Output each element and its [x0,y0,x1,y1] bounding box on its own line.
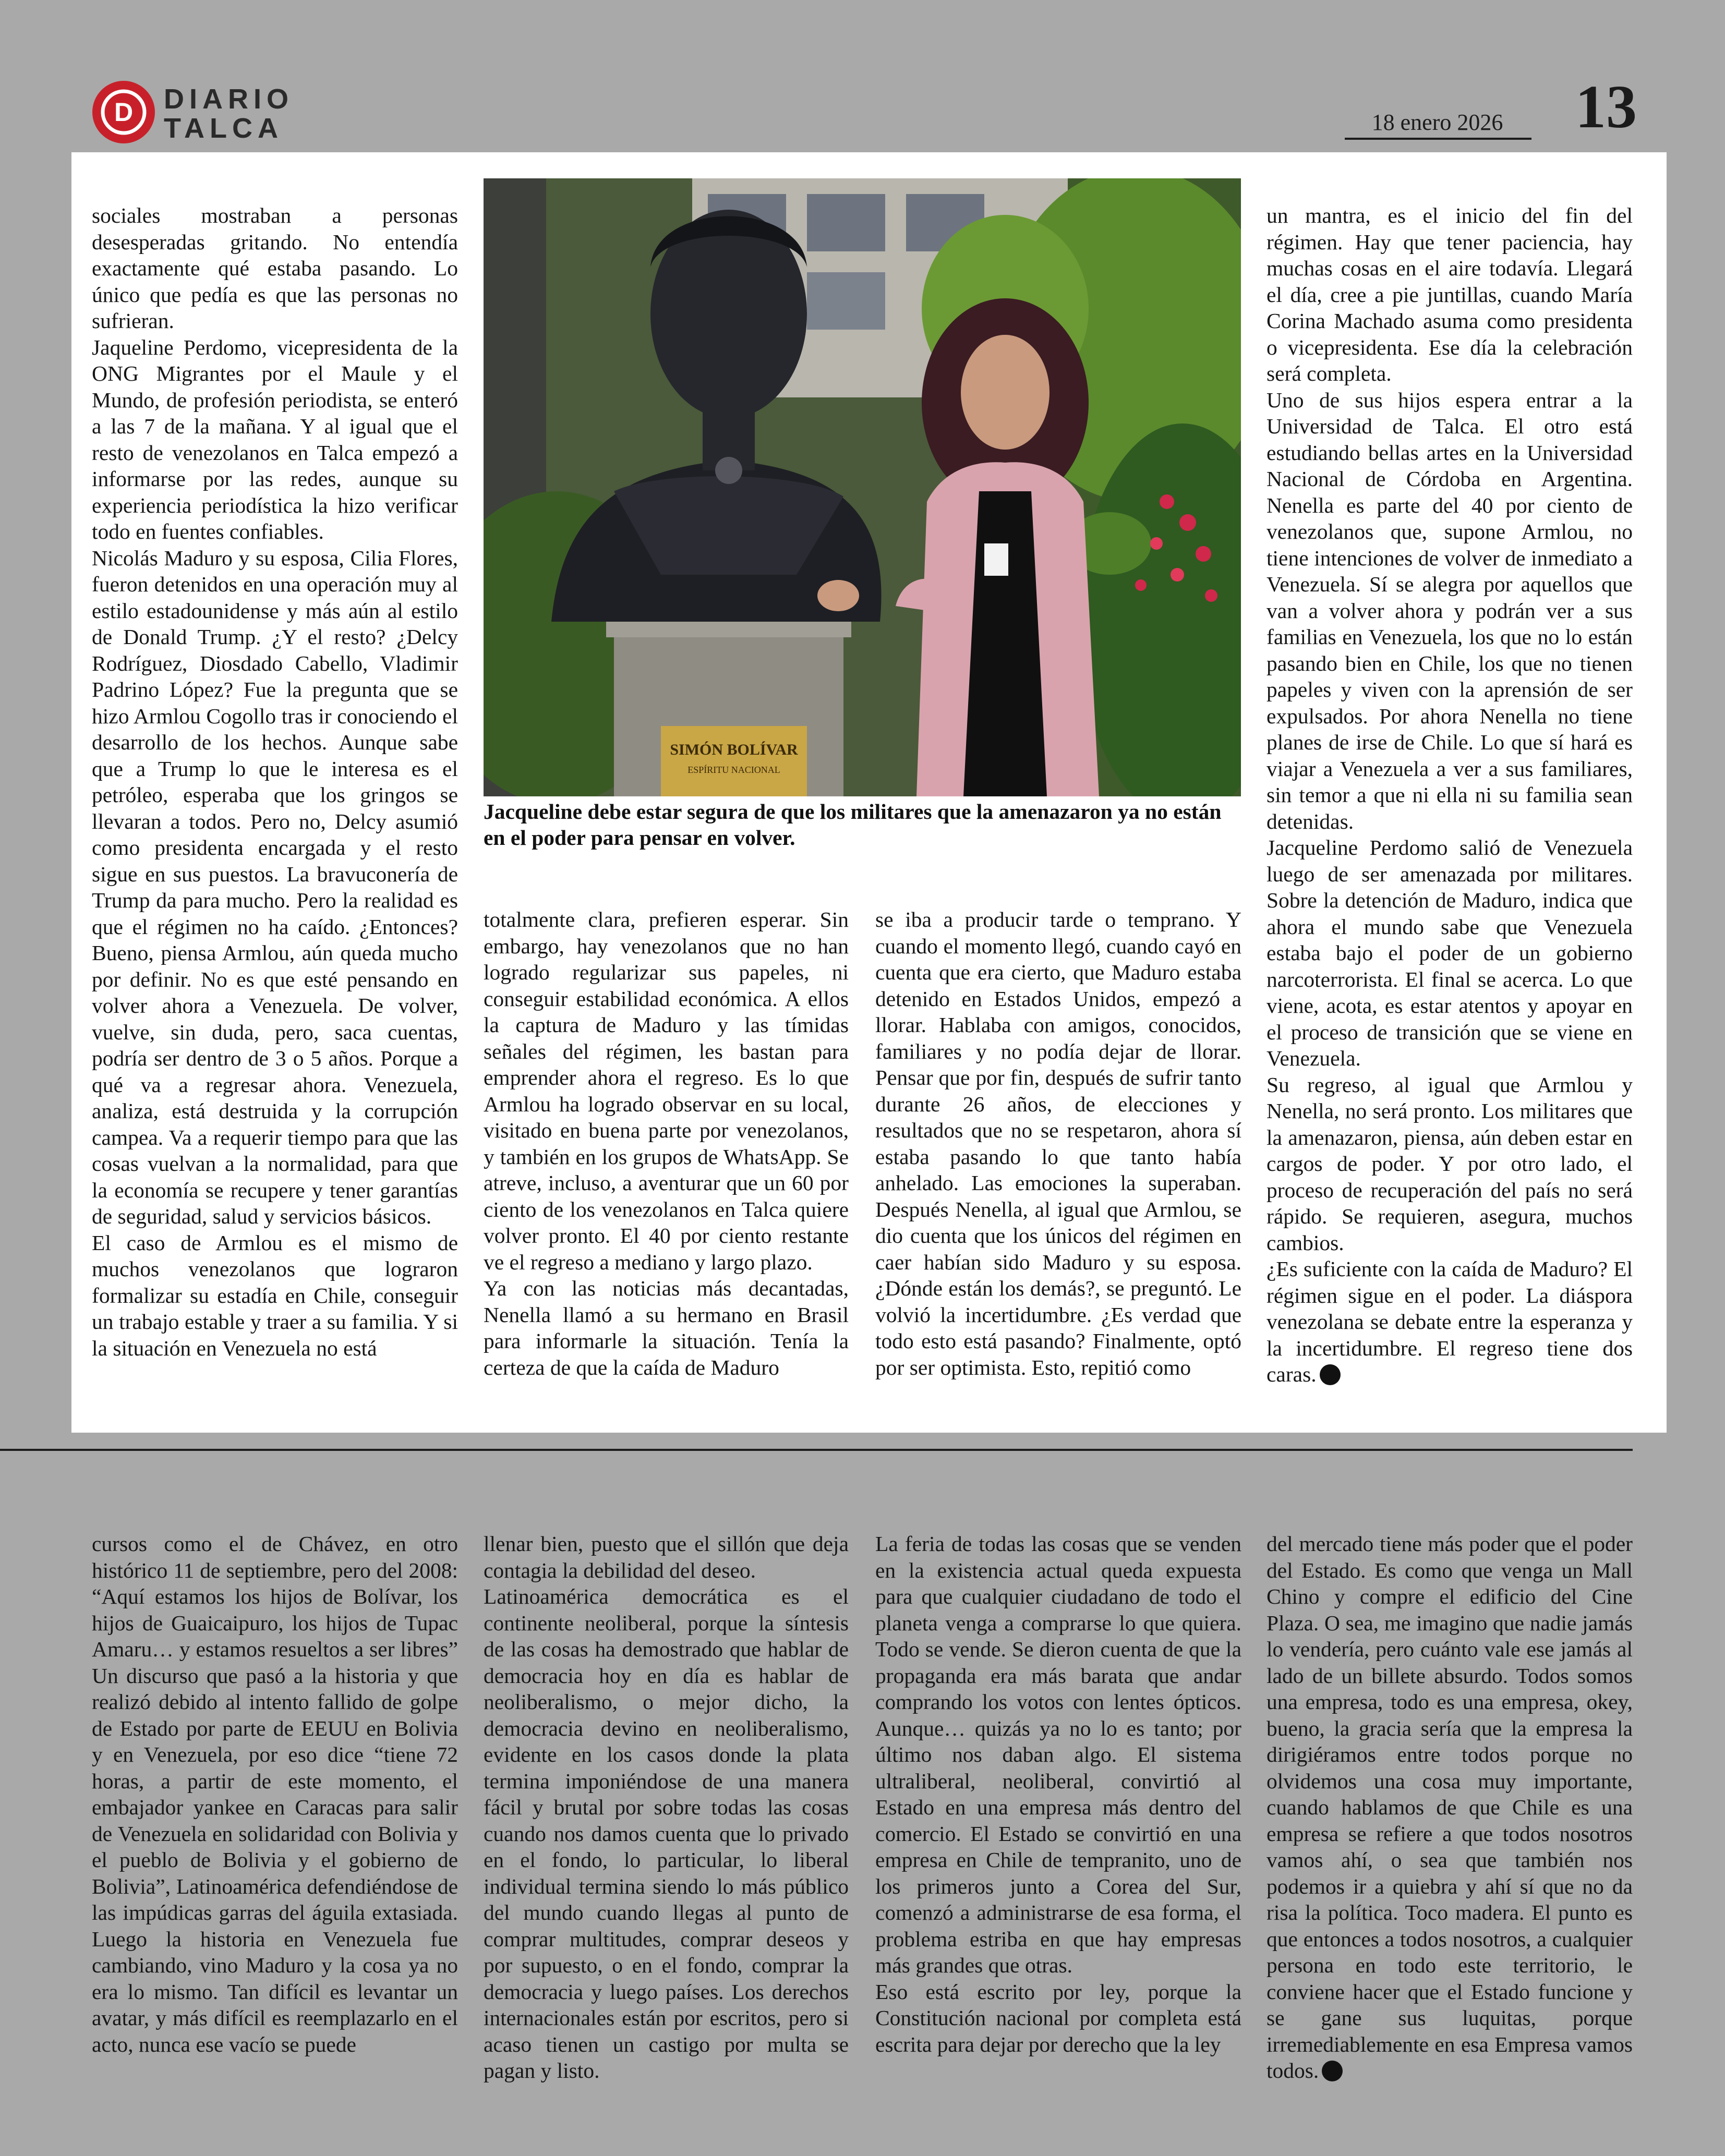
logo-letter: D [114,98,134,127]
pedestal-plaque-subtitle: ESPÍRITU NACIONAL [687,765,780,775]
paragraph: sociales mostraban a personas desesperadas gritando. No entendía exactamente qué estaba pasando. Lo único que pedía es que las personas no sufrieran. [92,203,458,333]
top-article-column-3 [875,906,1241,1412]
end-of-article-bullet-icon [1322,2061,1343,2081]
paragraph: Su regreso, al igual que Armlou y Nenella, no será pronto. Los militares que la amenazaron, piensa, aún deben estar en cargos de poder. Y por otro lado, el proceso de recuperación del país no será rápido. Se requieren, asegura, muchos cambios. [1266,1072,1633,1255]
article-photo [484,178,1241,796]
date-underline [1345,138,1531,140]
paragraph: Eso está escrito por ley, porque la Constitución nacional por completa está escrita para dejar por derecho que la ley [875,1979,1241,2056]
paragraph: Jacqueline Perdomo salió de Venezuela luego de ser amenazada por militares. Sobre la detención de Maduro, indica que ahora el mundo sabe que Venezuela estaba bajo el poder de un gobierno narcoterrorista. El final se acerca. Lo que viene, acota, es estar atentos y apoyar en el proceso de transición que se viene en Venezuela. [1266,835,1633,1070]
paragraph: cursos como el de Chávez, en otro histórico 11 de septiembre, pero del 2008: “Aquí estamos los hijos de Bolívar, los hijos de Guaicaipuro, los hijos de Tupac Amaru… y estamos resueltos a ser libres” Un discurso que pasó a la historia y que realizó debido al intento fallido de golpe de Estado por parte de EEUU en Bolivia y en Venezuela, por eso dice “tiene 72 horas, a partir de este momento, el embajador yankee en Caracas para salir de Venezuela en solidaridad con Bolivia y el pueblo de Bolivia y el gobierno de Bolivia”, Latinoamérica defendiéndose de las impúdicas garras del águila extasiada. Luego la historia en Venezuela fue cambiando, vino Maduro y la cosa ya no era lo mismo. Tan difícil es levantar un avatar, y más difícil es reemplazarlo en el acto, nunca ese vacío se puede [92,1532,458,2056]
bottom-article-column-1 [92,1531,458,2115]
pedestal-plaque-title: SIMÓN BOLÍVAR [670,741,798,758]
bottom-article-column-4 [1266,1531,1633,2115]
paragraph: llenar bien, puesto que el sillón que deja contagia la debilidad del deseo. [484,1532,849,1582]
paragraph: Nicolás Maduro y su esposa, Cilia Flores, fueron detenidos en una operación muy al estilo estadounidense y más aún al estilo de Donald Trump. ¿Y el resto? ¿Delcy Rodríguez, Diosdado Cabello, Vladimir Padrino López? Fue la pregunta que se hizo Armlou Cogollo tras ir conociendo el desarrollo de los hechos. Aunque sabe que a Trump lo que le interesa es el petróleo, esperaba que los gringos se llevaran a todos. Pero no, Delcy asumió como presidenta encargada y el resto sigue en sus puestos. La bravuconería de Trump da para mucho. Pero la realidad es que el régimen no ha caído. ¿Entonces? Bueno, piensa Armlou, aún queda mucho por definir. No es que esté pensando en volver ahora a Venezuela. De volver, vuelve, sin duda, pero, saca cuentas, podría ser dentro de 3 o 5 años. Porque a qué va a regresar ahora. Venezuela, analiza, está destruida y la corrupción campea. Va a requerir tiempo para que las cosas vuelvan a la normalidad, para que la economía se recupere y tener garantías de seguridad, salud y servicios básicos. [92,546,458,1228]
issue-date: 18 enero 2026 [1371,110,1503,135]
bust-and-woman-photo [484,178,1241,796]
paragraph: totalmente clara, prefieren esperar. Sin embargo, hay venezolanos que no han logrado regularizar sus papeles, ni conseguir estabilidad económica. A ellos la captura de Maduro y las tímidas señales del régimen, les bastan para emprender ahora el regreso. Es lo que Armlou ha logrado observar en su local, visitado en buena parte por venezolanos, y también en los grupos de WhatsApp. Se atreve, incluso, a aventurar que un 60 por ciento de los venezolanos en Talca quiere volver pronto. El 40 por ciento restante ve el regreso a mediano y largo plazo. [484,907,849,1274]
top-article-column-4 [1266,202,1633,1412]
paragraph-last [1266,1531,1633,2084]
newspaper-logo [92,78,384,146]
paragraph: ¿Es suficiente con la caída de Maduro? El régimen sigue en el poder. La diáspora venezolana se debate entre la esperanza y la incertidumbre. El regreso tiene dos caras. [1266,1257,1633,1386]
paragraph: un mantra, es el inicio del fin del régimen. Hay que tener paciencia, hay muchas cosas en el aire todavía. Llegará el día, cree a pie juntillas, cuando María Corina Machado asuma como presidenta o vicepresidenta. Ese día la celebración será completa. [1266,203,1633,385]
bottom-article-column-3 [875,1531,1241,2115]
end-of-article-bullet-icon [1320,1364,1341,1385]
paragraph: se iba a producir tarde o temprano. Y cuando el momento llegó, cuando cayó en cuenta que era cierto, que Maduro estaba detenido en Estados Unidos, empezó a llorar. Hablaba con amigos, conocidos, familiares y no podía dejar de llorar. Pensar que por fin, después de sufrir tanto durante 26 años, de elecciones y resultados que no se respetaron, ahora sí estaba pasando lo que tanto había anhelado. Las emociones la superaban. Después Nenella, al igual que Armlou, se dio cuenta que los únicos del régimen en caer habían sido Maduro y su esposa. ¿Dónde están los demás?, se preguntó. Le volvió la incertidumbre. ¿Es verdad que todo esto está pasando? Finalmente, optó por ser optimista. Esto, repitió como [875,907,1241,1379]
bottom-article-column-2 [484,1531,849,2115]
paragraph: Jaqueline Perdomo, vicepresidenta de la ONG Migrantes por el Maule y el Mundo, de profesión periodista, se enteró a las 7 de la mañana. Y al igual que el resto de venezolanos en Talca empezó a informarse por las redes, aunque su experiencia periodística la hizo verificar todo en fuentes confiables. [92,335,458,543]
paragraph: del mercado tiene más poder que el poder del Estado. Es como que venga un Mall Chino y compre el edificio del Cine Plaza. O sea, me imagino que nadie jamás lo vendería, pero cuánto vale ese jamás al lado de un billete absurdo. Todos somos una empresa, todo es una empresa, okey, bueno, la gracia sería que la empresa la dirigiéramos entre todos porque no olvidemos una cosa muy importante, cuando hablamos de que Chile es una empresa se refiere a que todos nosotros vamos ahí, o sea que también nos podemos ir a quiebra y ahí sí que no da risa la política. Toco madera. El punto es que entonces a todos nosotros, a cualquier persona en todo este territorio, le conviene hacer que el Estado funcione y se gane sus luquitas, porque irremediablemente en esa Empresa vamos todos. [1266,1532,1633,2082]
paragraph: Ya con las noticias más decantadas, Nenella llamó a su hermano en Brasil para informarle la situación. Tenía la certeza de que la caída de Maduro [484,1276,849,1379]
photo-caption: Jacqueline debe estar segura de que los militares que la amenazaron ya no están en el poder para pensar en volver. [484,800,1222,850]
page-number: 13 [1575,72,1637,141]
paragraph: La feria de todas las cosas que se venden en la existencia actual queda expuesta para que cualquier ciudadano de todo el planeta venga a comprarse lo que quiera. Todo se vende. Se dieron cuenta de que la propaganda era más barata que andar comprando los votos con lentes ópticos. Aunque… quizás ya no lo es tanto; por último nos daban algo. El sistema ultraliberal, neoliberal, convirtió al Estado en una empresa más dentro del comercio. El Estado se convirtió en una empresa en Chile de tempranito, uno de los primeros junto a Corea del Sur, comenzó a administrarse de esa forma, el problema estriba en que hay empresas más grandes que otras. [875,1532,1241,1977]
paragraph-last [1266,1256,1633,1388]
paragraph: El caso de Armlou es el mismo de muchos venezolanos que lograron formalizar su estadía en Chile, conseguir un trabajo estable y traer a su familia. Y si la situación en Venezuela no está [92,1230,458,1360]
logo-brand-line1: DIARIO [164,83,294,115]
paragraph: Latinoamérica democrática es el continente neoliberal, porque la síntesis de las cosas ha demostrado que hablar de democracia hoy en día es hablar de neoliberalismo, o mejor dicho, la democracia devino en neoliberalismo, evidente en los casos donde la plata termina imponiéndose de una manera fácil y brutal por sobre todas las cosas cuando nos damos cuenta que lo privado en el fondo, lo particular, lo liberal individual termina siendo lo más público del mundo cuando llegas al punto de comprar multitudes, comprar deseos y por supuesto, o en el fondo, comprar la democracia y luego países. Los derechos internacionales están por escritos, pero si acaso tienen un castigo por multa se pagan y listo. [484,1584,849,2082]
top-article-column-1 [92,202,458,1412]
top-article-column-2 [484,906,849,1412]
logo-brand-line2: TALCA [164,113,283,144]
section-divider [0,1449,1633,1451]
logo-emblem-icon [92,80,155,144]
paragraph: Uno de sus hijos espera entrar a la Universidad de Talca. El otro está estudiando bellas artes en la Universidad Nacional de Córdoba en Argentina. Nenella es parte del 40 por ciento de venezolanos que, supone Armlou, no tiene intenciones de volver de inmediato a Venezuela. Sí se alegra por aquellos que van a volver ahora y podrán ver a sus familias en Venezuela, los que no lo están pasando bien en Chile, los que no tienen papeles y viven con la aprensión de ser expulsados. Por ahora Nenella no tiene planes de irse de Chile. Lo que sí hará es viajar a Venezuela a ver a sus familiares, sin temor a que ni ella ni su familia sean detenidas. [1266,387,1633,833]
logo-wordmark [164,84,294,143]
